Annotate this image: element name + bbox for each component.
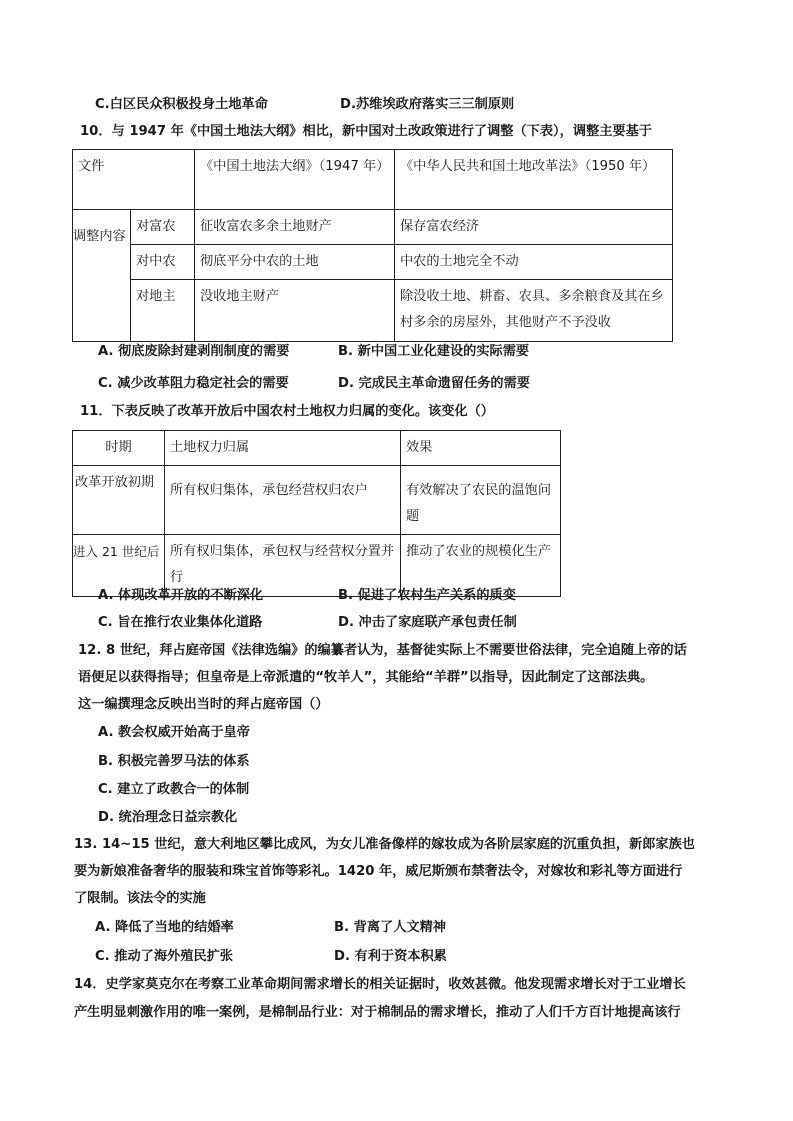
q9-option-c: C.白区民众积极投身土地革命 [95, 97, 268, 112]
q12-option-b: B. 积极完善罗马法的体系 [98, 754, 250, 769]
q13-option-c: C. 推动了海外殖民扩张 [95, 949, 233, 964]
q13-option-a: A. 降低了当地的结婚率 [95, 920, 234, 935]
q10-option-b: B. 新中国工业化建设的实际需要 [338, 344, 530, 359]
q11-row-ownership: 所有权归集体，承包经营权归农户 [165, 466, 401, 535]
q13-option-d: D. 有利于资本积累 [334, 949, 447, 964]
q10-header-1947: 《中国土地法大纲》（1947 年） [195, 150, 395, 210]
q12-stem-line3: 这一编撰理念反映出当时的拜占庭帝国（） [78, 697, 329, 712]
q10-option-d: D. 完成民主革命遗留任务的需要 [338, 376, 530, 391]
q13-stem-line3: 了限制。该法令的实施 [74, 891, 206, 906]
q9-option-d: D.苏维埃政府落实三三制原则 [340, 97, 515, 112]
q10-option-c: C. 减少改革阻力稳定社会的需要 [98, 376, 289, 391]
q11-stem: 11．下表反映了改革开放后中国农村土地权力归属的变化。该变化（） [80, 404, 494, 419]
q10-stem: 10．与 1947 年《中国土地法大纲》相比，新中国对土改政策进行了调整（下表），调整主要基于 [80, 124, 652, 139]
q11-table [72, 430, 561, 597]
q10-group-label: 调整内容 [73, 210, 131, 342]
q10-row-1947: 彻底平分中农的土地 [195, 245, 395, 280]
q11-row-effect: 推动了农业的规模化生产 [401, 535, 561, 597]
q12-option-c: C. 建立了政教合一的体制 [98, 782, 250, 797]
q10-header-doc: 文件 [73, 150, 195, 210]
q10-row-target: 对地主 [131, 280, 195, 342]
q11-row-period: 进入 21 世纪后 [73, 535, 165, 597]
q10-row-1950: 保存富农经济 [395, 210, 673, 245]
q10-row-1950: 除没收土地、耕畜、农具、多余粮食及其在乡村多余的房屋外，其他财产不予没收 [395, 280, 673, 342]
q13-option-b: B. 背离了人文精神 [334, 920, 446, 935]
q11-option-d: D. 冲击了家庭联产承包责任制 [338, 615, 517, 630]
q10-row-1947: 没收地主财产 [195, 280, 395, 342]
q11-option-a: A. 体现改革开放的不断深化 [98, 588, 264, 603]
q11-row-period: 改革开放初期 [73, 466, 165, 535]
q12-option-a: A. 教会权威开始高于皇帝 [98, 725, 250, 740]
q11-header-period: 时期 [73, 431, 165, 466]
q10-row-1950: 中农的土地完全不动 [395, 245, 673, 280]
q10-option-a: A. 彻底废除封建剥削制度的需要 [98, 344, 290, 359]
q10-row-target: 对中农 [131, 245, 195, 280]
q10-header-1950: 《中华人民共和国土地改革法》（1950 年） [395, 150, 673, 210]
q13-stem-line2: 要为新娘准备奢华的服装和珠宝首饰等彩礼。1420 年，威尼斯颁布禁奢法令，对嫁妆和彩礼等方面进行 [74, 864, 683, 879]
q11-row-effect: 有效解决了农民的温饱问题 [401, 466, 561, 535]
q14-stem-line2: 产生明显刺激作用的唯一案例，是棉制品行业：对于棉制品的需求增长，推动了人们千方百计地提高该行 [74, 1005, 681, 1020]
q11-option-c: C. 旨在推行农业集体化道路 [98, 615, 263, 630]
q12-option-d: D. 统治理念日益宗教化 [98, 810, 238, 825]
q14-stem-line1: 14．史学家莫克尔在考察工业革命期间需求增长的相关证据时，收效甚微。他发现需求增长对于工业增长 [74, 977, 686, 992]
q10-row-target: 对富农 [131, 210, 195, 245]
q12-stem-line2: 语便足以获得指导；但皇帝是上帝派遣的“牧羊人”，其能给“羊群”以指导，因此制定了这部法典。 [78, 670, 654, 685]
q11-header-effect: 效果 [401, 431, 561, 466]
q10-table [72, 149, 673, 342]
q10-row-1947: 征收富农多余土地财产 [195, 210, 395, 245]
q12-stem-line1: 12. 8 世纪，拜占庭帝国《法律选编》的编纂者认为，基督徒实际上不需要世俗法律，完全追随上帝的话 [78, 643, 687, 658]
q11-row-ownership: 所有权归集体，承包权与经营权分置并行 [165, 535, 401, 597]
q11-option-b: B. 促进了农村生产关系的质变 [338, 588, 516, 603]
q11-header-ownership: 土地权力归属 [165, 431, 401, 466]
q13-stem-line1: 13. 14~15 世纪，意大利地区攀比成风，为女儿准备像样的嫁妆成为各阶层家庭的沉重负担，新郎家族也 [74, 837, 695, 852]
